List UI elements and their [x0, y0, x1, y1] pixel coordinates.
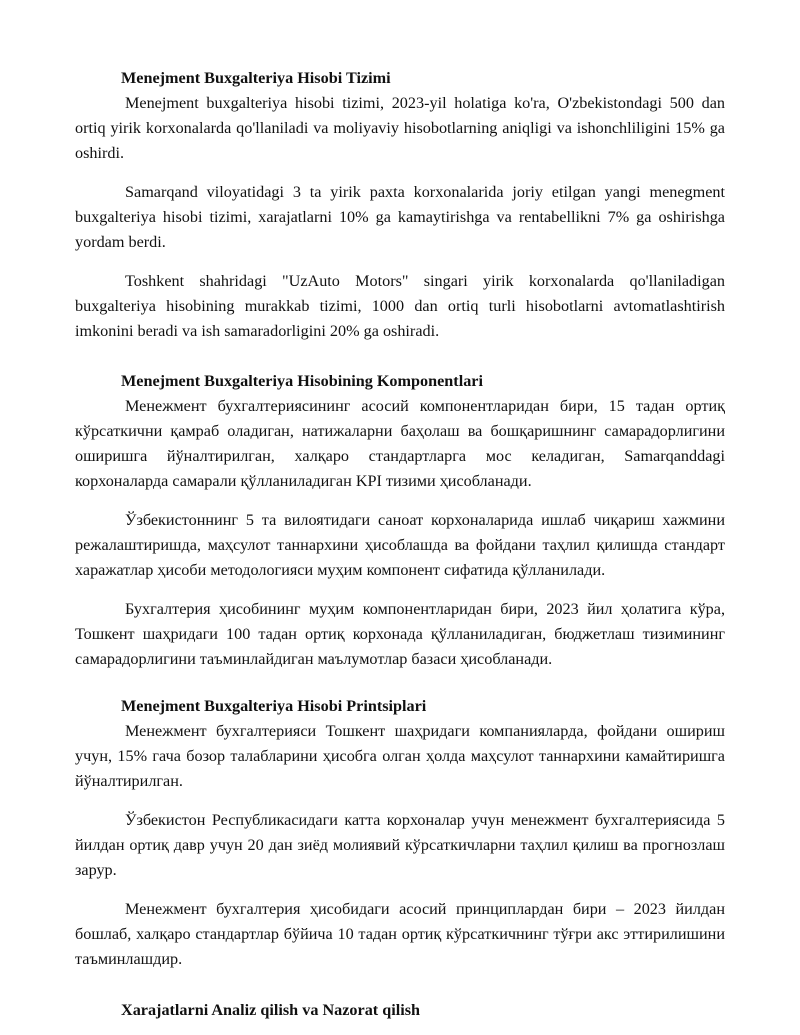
paragraph: Toshkent shahridagi "UzAuto Motors" singari yirik korxonalarda qo'llaniladigan buxgalteriya hisobining murakkab tizimi, 1000 dan ortiq turli hisobotlarni avtomatlashtirish imkonini beradi va ish samaradorligini 20% ga oshiradi. — [75, 272, 725, 340]
paragraph: Samarqand viloyatidagi 3 ta yirik paxta korxonalarida joriy etilgan yangi menegment buxgalteriya hisobi tizimi, xarajatlarni 10% ga kamaytirishga va rentabellikni 7% ga oshirishga yordam berdi. — [75, 183, 725, 251]
section-heading: Menejment Buxgalteriya Hisobi Printsiplari — [121, 697, 427, 715]
paragraph: Менежмент бухгалтерияси Тошкент шаҳридаги компанияларда, фойдани ошириш учун, 15% гача бозор талабларини ҳисобга олган ҳолда маҳсулот таннархини камайтиришга йўналтирилган. — [75, 722, 725, 790]
paragraph: Менежмент бухгалтериясининг асосий компонентларидан бири, 15 тадан ортиқ кўрсаткични қамраб оладиган, натижаларни баҳолаш ва бошқаришнинг самарадорлигини оширишга йўналтирилган, халқаро стандартларга мос келадиган, Samarqanddagi корхоналарда самарали қўлланиладиган KPI тизими ҳисобланади. — [75, 397, 725, 490]
paragraph: Бухгалтерия ҳисобининг муҳим компонентларидан бири, 2023 йил ҳолатига кўра, Тошкент шаҳридаги 100 тадан ортиқ корхонада қўлланиладиган, бюджетлаш тизимининг самарадорлигини таъминлайдиган маълумотлар базаси ҳисобланади. — [75, 600, 725, 668]
section-heading: Menejment Buxgalteriya Hisobining Komponentlari — [121, 372, 483, 390]
paragraph: Menejment buxgalteriya hisobi tizimi, 2023-yil holatiga ko'ra, O'zbekistondagi 500 dan ortiq yirik korxonalarda qo'llaniladi va moliyaviy hisobotlarning aniqligi va ishonchliligini 15% ga oshirdi. — [75, 94, 725, 162]
paragraph: Менежмент бухгалтерия ҳисобидаги асосий принциплардан бири – 2023 йилдан бошлаб, халқаро стандартлар бўйича 10 тадан ортиқ кўрсаткичнинг тўғри акс эттирилишини таъминлашдир. — [75, 900, 725, 968]
section-heading: Menejment Buxgalteriya Hisobi Tizimi — [121, 69, 391, 87]
paragraph: Ўзбекистоннинг 5 та вилоятидаги саноат корхоналарида ишлаб чиқариш хажмини режалаштиришда, маҳсулот таннархини ҳисоблашда ва фойдани таҳлил қилишда стандарт харажатлар ҳисоби методологияси муҳим компонент сифатида қўлланилади. — [75, 511, 725, 579]
section-heading: Xarajatlarni Analiz qilish va Nazorat qilish — [121, 1001, 421, 1019]
paragraph: Ўзбекистон Республикасидаги катта корхоналар учун менежмент бухгалтериясида 5 йилдан ортиқ давр учун 20 дан зиёд молиявий кўрсаткичларни таҳлил қилиш ва прогнозлаш зарур. — [75, 811, 725, 879]
document-page — [75, 62, 725, 1023]
